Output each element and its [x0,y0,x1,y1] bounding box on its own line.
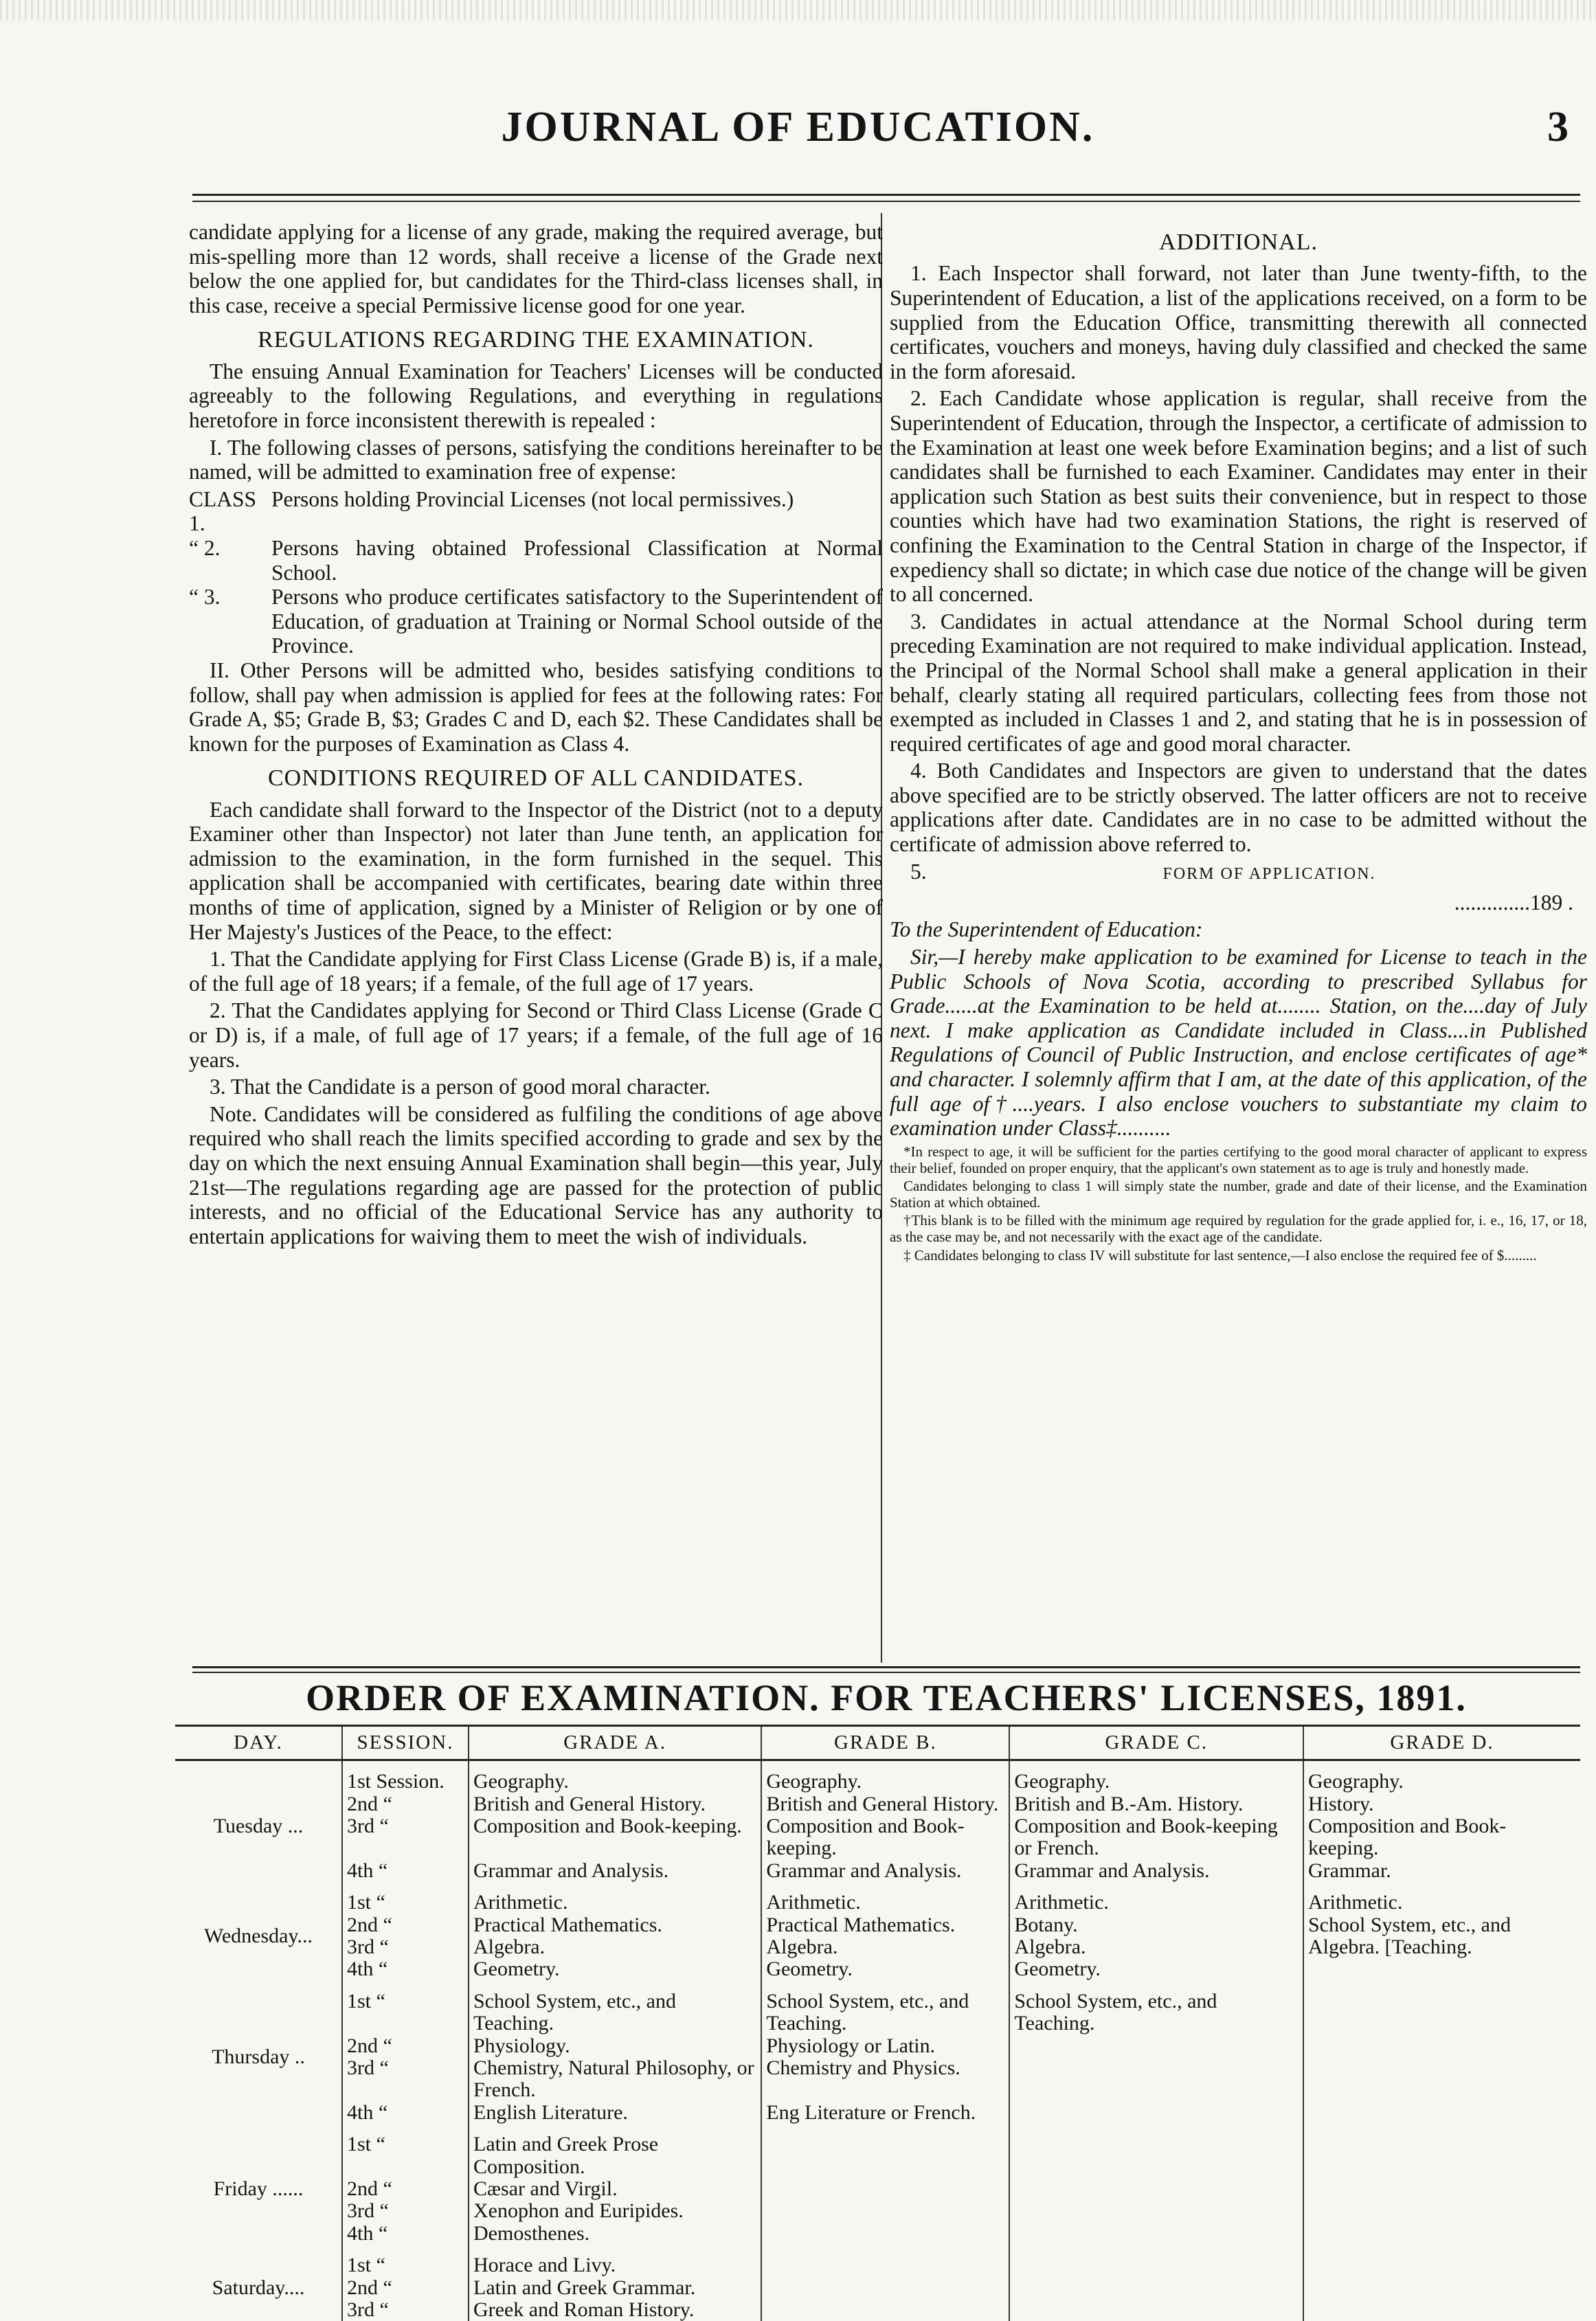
subject-cell: British and General History. [761,1793,1009,1815]
subject-cell: Grammar and Analysis. [469,1860,761,1882]
table-row [175,1882,1580,1914]
table-row [175,1958,1580,1980]
order-table [175,1725,1580,2321]
subject-cell: Arithmetic. [761,1882,1009,1914]
page-number: 3 [1547,104,1569,150]
section-rule-top [192,1666,1580,1668]
subject-cell: Physiology. [469,2035,761,2057]
session-cell: 3rd “ [342,2299,469,2321]
subject-cell: Geometry. [761,1958,1009,1980]
class-key: CLASS 1. [189,486,257,536]
subject-cell: Arithmetic. [469,1882,761,1914]
table-row [175,1936,1580,1958]
subject-cell [1009,2245,1303,2276]
class-text: Persons having obtained Professional Classification at Normal School. [271,535,883,585]
subject-cell: Geometry. [1009,1958,1303,1980]
session-cell: 3rd “ [342,1815,469,1860]
table-row [175,2124,1580,2178]
subject-cell [1303,2277,1580,2299]
note-paragraph: Note. Candidates will be considered as fulfiling the conditions of age above required who shall reach the limits specified according to grade and sex by the day on which the next ensuing Annual Examination shall begin—this year, July 21st—The regulations regarding age are passed for the protection of public interests, and no official of the Educational Service has any authority to entertain applications for waiving them to meet the wish of individuals. [189,1101,883,1248]
subject-cell [1009,2124,1303,2178]
order-body [175,1760,1580,2321]
table-row [175,2223,1580,2245]
table-row [175,2035,1580,2057]
subject-cell: Latin and Greek Prose Composition. [469,2124,761,2178]
class-key: “ 3. [189,585,221,609]
subject-cell [1009,2057,1303,2102]
day-cell: Wednesday... [203,1924,313,1947]
header-day: DAY. [175,1726,342,1760]
subject-cell: History. [1303,1793,1580,1815]
subject-cell: Chemistry, Natural Philosophy, or French. [469,2057,761,2102]
subject-cell: Geography. [1009,1760,1303,1793]
class-entry [189,487,883,536]
day-cell: Friday ...... [213,2177,304,2200]
page-header [0,0,1596,206]
subject-cell: Latin and Greek Grammar. [469,2277,761,2299]
subject-cell: Arithmetic. [1303,1882,1580,1914]
form-heading: FORM OF APPLICATION. [1162,864,1376,883]
form-salutation: To the Superintendent of Education: [890,917,1203,942]
header-grade-a: GRADE A. [469,1726,761,1760]
subject-cell: Xenophon and Euripides. [469,2200,761,2222]
table-row [175,2178,1580,2200]
header-session: SESSION. [342,1726,469,1760]
subject-cell [761,2299,1009,2321]
additional-three: 3. Candidates in actual attendance at the Normal School during term preceding Examination are not required to make individual application. Instead, the Principal of the Normal School shall make a general application in their behalf, clearly stating all required particulars, collecting fees from those not exempted as included in Classes 1 and 2, and stating that he is in possession of required certificates of age and good moral character. [890,609,1587,756]
subject-cell: Algebra. [469,1936,761,1958]
subject-cell: Algebra. [761,1936,1009,1958]
session-cell: 4th “ [342,1958,469,1980]
conditions-heading: CONDITIONS REQUIRED OF ALL CANDIDATES. [267,765,804,792]
subject-cell [761,2200,1009,2222]
condition-three: 3. That the Candidate is a person of good moral character. [210,1075,710,1099]
subject-cell [1303,2057,1580,2102]
subject-cell: Composition and Book-keeping. [1303,1815,1580,1860]
additional-four: 4. Both Candidates and Inspectors are given to understand that the dates above specified are to be strictly observed. The latter officers are not to receive applications after date. Candidates are in no case to be admitted without the certificate of admission above referred to. [890,759,1587,857]
table-row [175,2102,1580,2124]
additional-heading: ADDITIONAL. [1158,229,1318,255]
item-five-number: 5. [910,859,927,884]
subject-cell: Geography. [761,1760,1009,1793]
item-one: I. The following classes of persons, satisfying the conditions hereinafter to be named, will be admitted to examination free of expense: [189,435,883,484]
form-date-line: ..............189 . [1454,890,1573,915]
additional-one: 1. Each Inspector shall forward, not later than June twenty-fifth, to the Superintendent of Education, a list of the applications received, on a form to be supplied from the Education Office, transmitting therewith all connected certificates, vouchers and moneys, having duly classified and checked the same in the form aforesaid. [890,261,1587,383]
session-cell: 2nd “ [342,2035,469,2057]
table-row [175,2299,1580,2321]
class-text: Persons holding Provincial Licenses (not local permissives.) [271,486,794,511]
order-header-row [175,1726,1580,1760]
footnote: *In respect to age, it will be sufficient for the parties certifying to the good moral character of applicant to express their belief, founded on proper enquiry, that the applicant's own statement as to age is truly and honestly made. [890,1143,1587,1176]
form-body: Sir,—I hereby make application to be examined for License to teach in the Public Schools of Nova Scotia, according to prescribed Syllabus for Grade......at the Examination to be held at........ Station, on the....day of July next. I make application as Candidate included in Class....in Published Regulations of Council of Public Instruction, and enclose certificates of age* and character. I solemnly affirm that I am, at the date of this application, of the full age of†....years. I also enclose vouchers to substantiate my claim to examination under Class‡.......... [890,944,1587,1141]
footnote: Candidates belonging to class 1 will simply state the number, grade and date of their license, and the Examination Station at which obtained. [890,1177,1587,1211]
subject-cell: Grammar. [1303,1860,1580,1882]
subject-cell [1303,1981,1580,2035]
subject-cell: Physiology or Latin. [761,2035,1009,2057]
subject-cell [1009,2299,1303,2321]
session-cell: 1st Session. [342,1760,469,1793]
header-rule-bottom [192,201,1580,202]
header-grade-c: GRADE C. [1009,1726,1303,1760]
subject-cell: School System, etc., and [1303,1914,1580,1936]
subject-cell: British and General History. [469,1793,761,1815]
condition-two: 2. That the Candidates applying for Second or Third Class License (Grade C or D) is, if a male, of full age of 17 years; if a female, of the full age of 16 years. [189,998,883,1072]
subject-cell: Geography. [1303,1760,1580,1793]
subject-cell: British and B.-Am. History. [1009,1793,1303,1815]
session-cell: 4th “ [342,1860,469,1882]
footnote: ‡ Candidates belonging to class IV will substitute for last sentence,—I also enclose the required fee of $......... [903,1246,1537,1264]
subject-cell: Geography. [469,1760,761,1793]
session-cell: 2nd “ [342,2277,469,2299]
session-cell: 3rd “ [342,1936,469,1958]
subject-cell [1009,2200,1303,2222]
footnote: †This blank is to be filled with the minimum age required by regulation for the grade applied for, i. e., 16, 17, or 18, as the case may be, and not necessarily with the exact age of the candidate. [890,1212,1587,1246]
form-heading-row [890,860,1587,888]
subject-cell: Demosthenes. [469,2223,761,2245]
session-cell: 3rd “ [342,2200,469,2222]
subject-cell [1303,1958,1580,1980]
day-cell: Saturday.... [212,2276,305,2299]
subject-cell [1009,2178,1303,2200]
header-rule-top [192,194,1580,196]
right-column [890,220,1587,1265]
subject-cell [1303,2178,1580,2200]
session-cell: 1st “ [342,1981,469,2035]
subject-cell: Composition and Book-keeping or French. [1009,1815,1303,1860]
header-grade-b: GRADE B. [761,1726,1009,1760]
subject-cell: English Literature. [469,2102,761,2124]
table-row [175,1793,1580,1815]
session-cell: 3rd “ [342,2057,469,2102]
subject-cell: Algebra. [Teaching. [1303,1936,1580,1958]
subject-cell: Arithmetic. [1009,1882,1303,1914]
conditions-intro: Each candidate shall forward to the Inspector of the District (not to a deputy Examiner other than Inspector) not later than June tenth, an application for admission to the examination, in the form furnished in the sequel. This application shall be accompanied with certificates, bearing date within three months of time of application, signed by a Minister of Religion or by one of Her Majesty's Justices of the Peace, to the effect: [189,797,883,944]
subject-cell [761,2124,1009,2178]
subject-cell [1303,2299,1580,2321]
subject-cell: School System, etc., and Teaching. [469,1981,761,2035]
subject-cell [761,2245,1009,2276]
regulations-heading: REGULATIONS REGARDING THE EXAMINATION. [258,327,814,353]
class-entry [189,585,883,658]
subject-cell: Grammar and Analysis. [1009,1860,1303,1882]
table-row [175,2245,1580,2276]
subject-cell: Algebra. [1009,1936,1303,1958]
subject-cell: Composition and Book-keeping. [761,1815,1009,1860]
subject-cell: Practical Mathematics. [761,1914,1009,1936]
class-text: Persons who produce certificates satisfactory to the Superintendent of Education, of graduation at Training or Normal School outside of the Province. [271,585,883,658]
subject-cell: Cæsar and Virgil. [469,2178,761,2200]
subject-cell: School System, etc., and Teaching. [1009,1981,1303,2035]
day-cell: Tuesday ... [213,1815,304,1838]
table-row [175,2057,1580,2102]
session-cell: 1st “ [342,2245,469,2276]
intro-paragraph: candidate applying for a license of any grade, making the required average, but mis-spelling more than 12 words, shall receive a license of the Grade next below the one applied for, but candidates for the Third-class licenses shall, in this case, receive a special Permissive license good for one year. [189,220,883,317]
subject-cell [761,2223,1009,2245]
subject-cell [1303,2102,1580,2124]
additional-two: 2. Each Candidate whose application is regular, shall receive from the Superintendent of Education, through the Inspector, a certificate of admission to the Examination at least one week before Examination begins; and a list of such candidates shall be furnished to each Examiner. Candidates may enter in their application such Station as best suits their convenience, but in respect to those counties which have had two examination Stations, the right is reserved of confining the Examination to the Central Station in charge of the Inspector, if expediency shall so dictate; in which case due notice of the change will be given to all concerned. [890,386,1587,607]
footnotes [890,1143,1587,1264]
subject-cell: Greek and Roman History. [469,2299,761,2321]
subject-cell [1009,2102,1303,2124]
table-row [175,1981,1580,2035]
session-cell: 4th “ [342,2223,469,2245]
subject-cell: Geometry. [469,1958,761,1980]
journal-title: JOURNAL OF EDUCATION. [501,104,1095,150]
subject-cell: Practical Mathematics. [469,1914,761,1936]
order-title: ORDER OF EXAMINATION. FOR TEACHERS' LICENSES, 1891. [306,1677,1467,1718]
subject-cell: Chemistry and Physics. [761,2057,1009,2102]
session-cell: 2nd “ [342,1793,469,1815]
class-key: “ 2. [189,535,221,560]
subject-cell [1009,2277,1303,2299]
subject-cell [761,2277,1009,2299]
subject-cell: Botany. [1009,1914,1303,1936]
session-cell: 1st “ [342,2124,469,2178]
table-row [175,2277,1580,2299]
session-cell: 4th “ [342,2102,469,2124]
subject-cell: Horace and Livy. [469,2245,761,2276]
table-row [175,1760,1580,1793]
class-entry [189,536,883,585]
session-cell: 2nd “ [342,1914,469,1936]
item-two: II. Other Persons will be admitted who, besides satisfying conditions to follow, shall pay when admission is applied for fees at the following rates: For Grade A, $5; Grade B, $3; Grades C and D, each $2. These Candidates shall be known for the purposes of Examination as Class 4. [189,658,883,756]
subject-cell: Composition and Book-keeping. [469,1815,761,1860]
table-row [175,1860,1580,1882]
section-rule-bottom [192,1672,1580,1673]
condition-one: 1. That the Candidate applying for First Class License (Grade B) is, if a male, of the full age of 18 years; if a female, of the full age of 17 years. [189,947,883,996]
subject-cell [761,2178,1009,2200]
header-grade-d: GRADE D. [1303,1726,1580,1760]
session-cell: 2nd “ [342,2178,469,2200]
subject-cell [1009,2035,1303,2057]
subject-cell [1303,2124,1580,2178]
day-cell: Thursday .. [212,2045,305,2068]
subject-cell [1303,2200,1580,2222]
table-row [175,1914,1580,1936]
subject-cell [1009,2223,1303,2245]
subject-cell [1303,2245,1580,2276]
subject-cell [1303,2223,1580,2245]
subject-cell: Eng Literature or French. [761,2102,1009,2124]
subject-cell: School System, etc., and Teaching. [761,1981,1009,2035]
regulations-intro: The ensuing Annual Examination for Teachers' Licenses will be conducted agreeably to the following Regulations, and everything in regulations heretofore in force inconsistent therewith is repealed : [189,359,883,432]
left-column [189,220,883,1251]
table-row [175,2200,1580,2222]
subject-cell [1303,2035,1580,2057]
subject-cell: Grammar and Analysis. [761,1860,1009,1882]
session-cell: 1st “ [342,1882,469,1914]
table-row [175,1815,1580,1860]
